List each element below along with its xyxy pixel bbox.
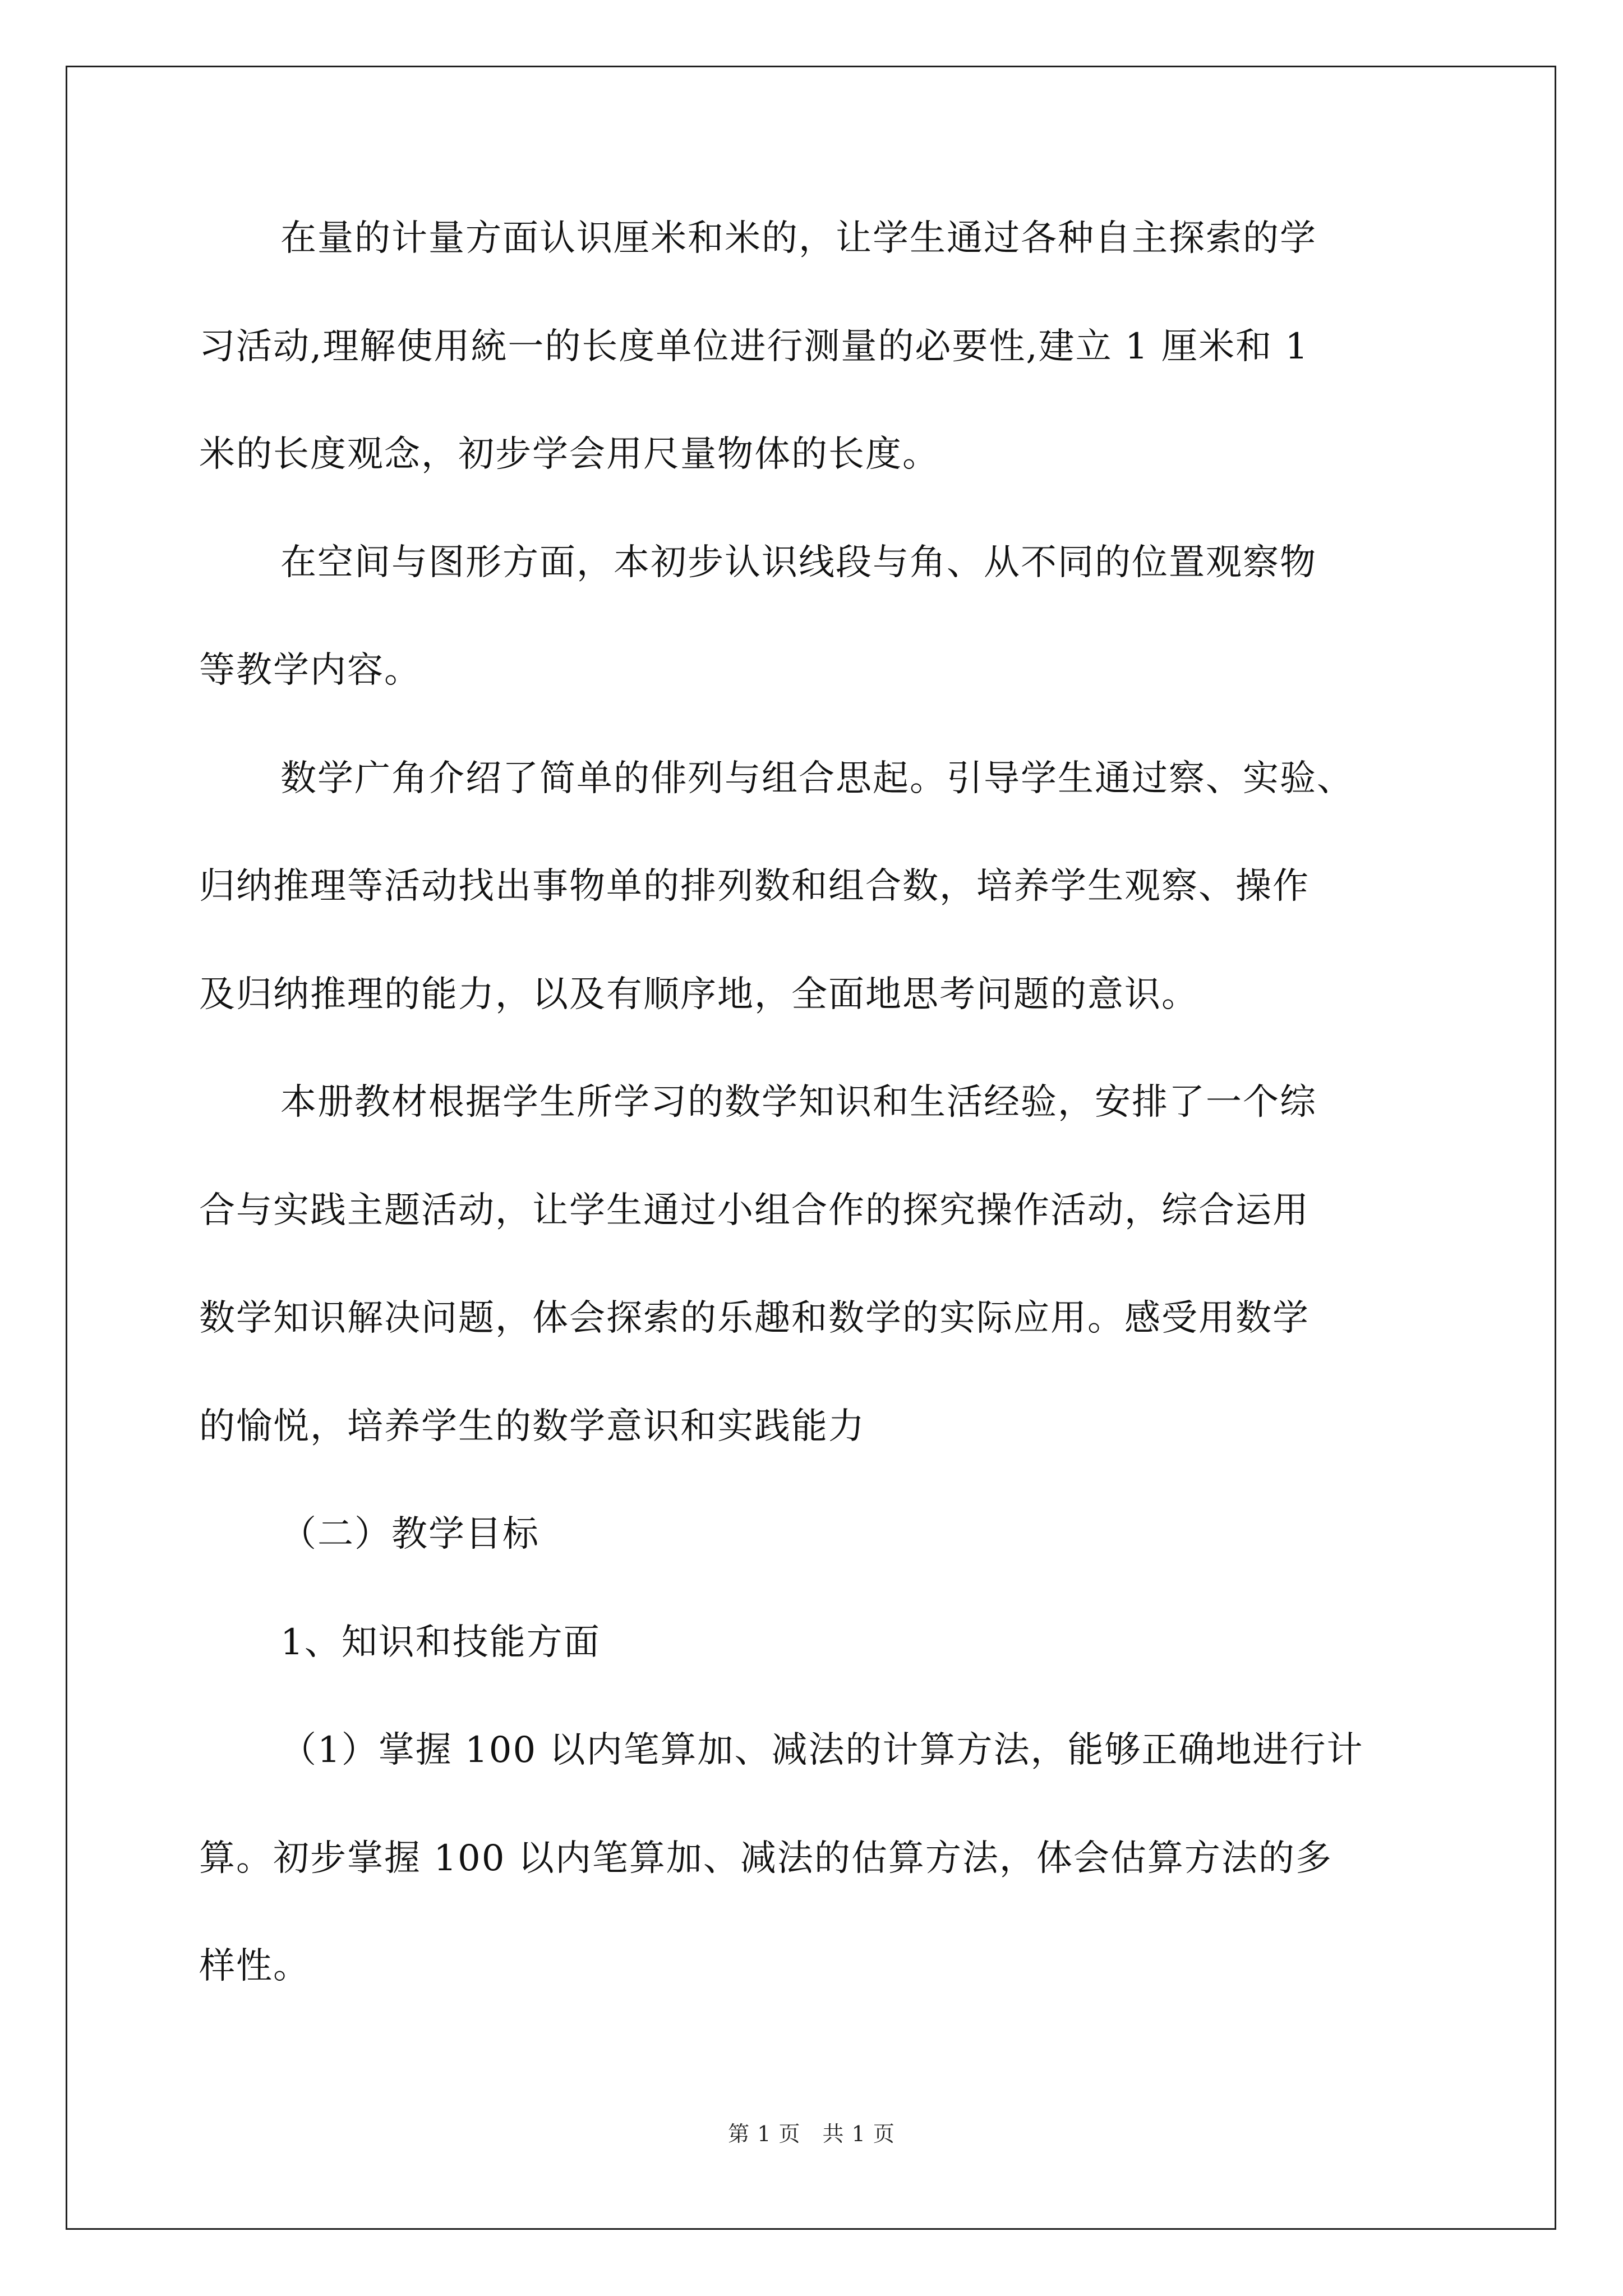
paragraph-line: 的愉悦，培养学生的数学意识和实践能力 [199,1406,865,1447]
paragraph-line: 合与实践主题活动，让学生通过小组合作的探究操作活动，综合运用 [199,1190,1310,1231]
paragraph-line: 数学知识解决问题，体会探索的乐趣和数学的实际应用。感受用数学 [199,1297,1310,1339]
paragraph-line: 归纳推理等活动找出事物单的排列数和组合数，培养学生观察、操作 [199,866,1310,907]
subsection-heading: 1、知识和技能方面 [280,1622,601,1663]
paragraph-line: 及归纳推理的能力，以及有顺序地，全面地思考问题的意识。 [199,974,1198,1015]
page-footer: 第 1 页 共 1 页 [728,2122,895,2146]
paragraph-line: 习活动,理解使用統一的长度单位进行测量的必要性,建立 1 厘米和 1 [199,326,1310,367]
paragraph-line: 在量的计量方面认识厘米和米的，让学生通过各种自主探索的学 [280,218,1317,259]
paragraph-line: 样性。 [199,1945,310,1987]
paragraph-line: 等教学内容。 [199,650,421,691]
paragraph-line: 算。初步掌握 100 以内笔算加、减法的估算方法，体会估算方法的多 [199,1838,1332,1879]
paragraph-line: 米的长度观念，初步学会用尺量物体的长度。 [199,434,939,475]
section-heading: （二）教学目标 [280,1513,540,1555]
paragraph-line: 本册教材根据学生所学习的数学知识和生活经验，安排了一个综 [280,1082,1317,1123]
paragraph-line: 数学广角介绍了简单的俳列与组合思起。引导学生通过察、实验、 [280,758,1354,799]
page-border [66,66,1556,2230]
paragraph-line: 在空间与图形方面，本初步认识线段与角、从不同的位置观察物 [280,542,1317,583]
paragraph-line: （1）掌握 100 以内笔算加、减法的计算方法，能够正确地进行计 [280,1729,1364,1771]
